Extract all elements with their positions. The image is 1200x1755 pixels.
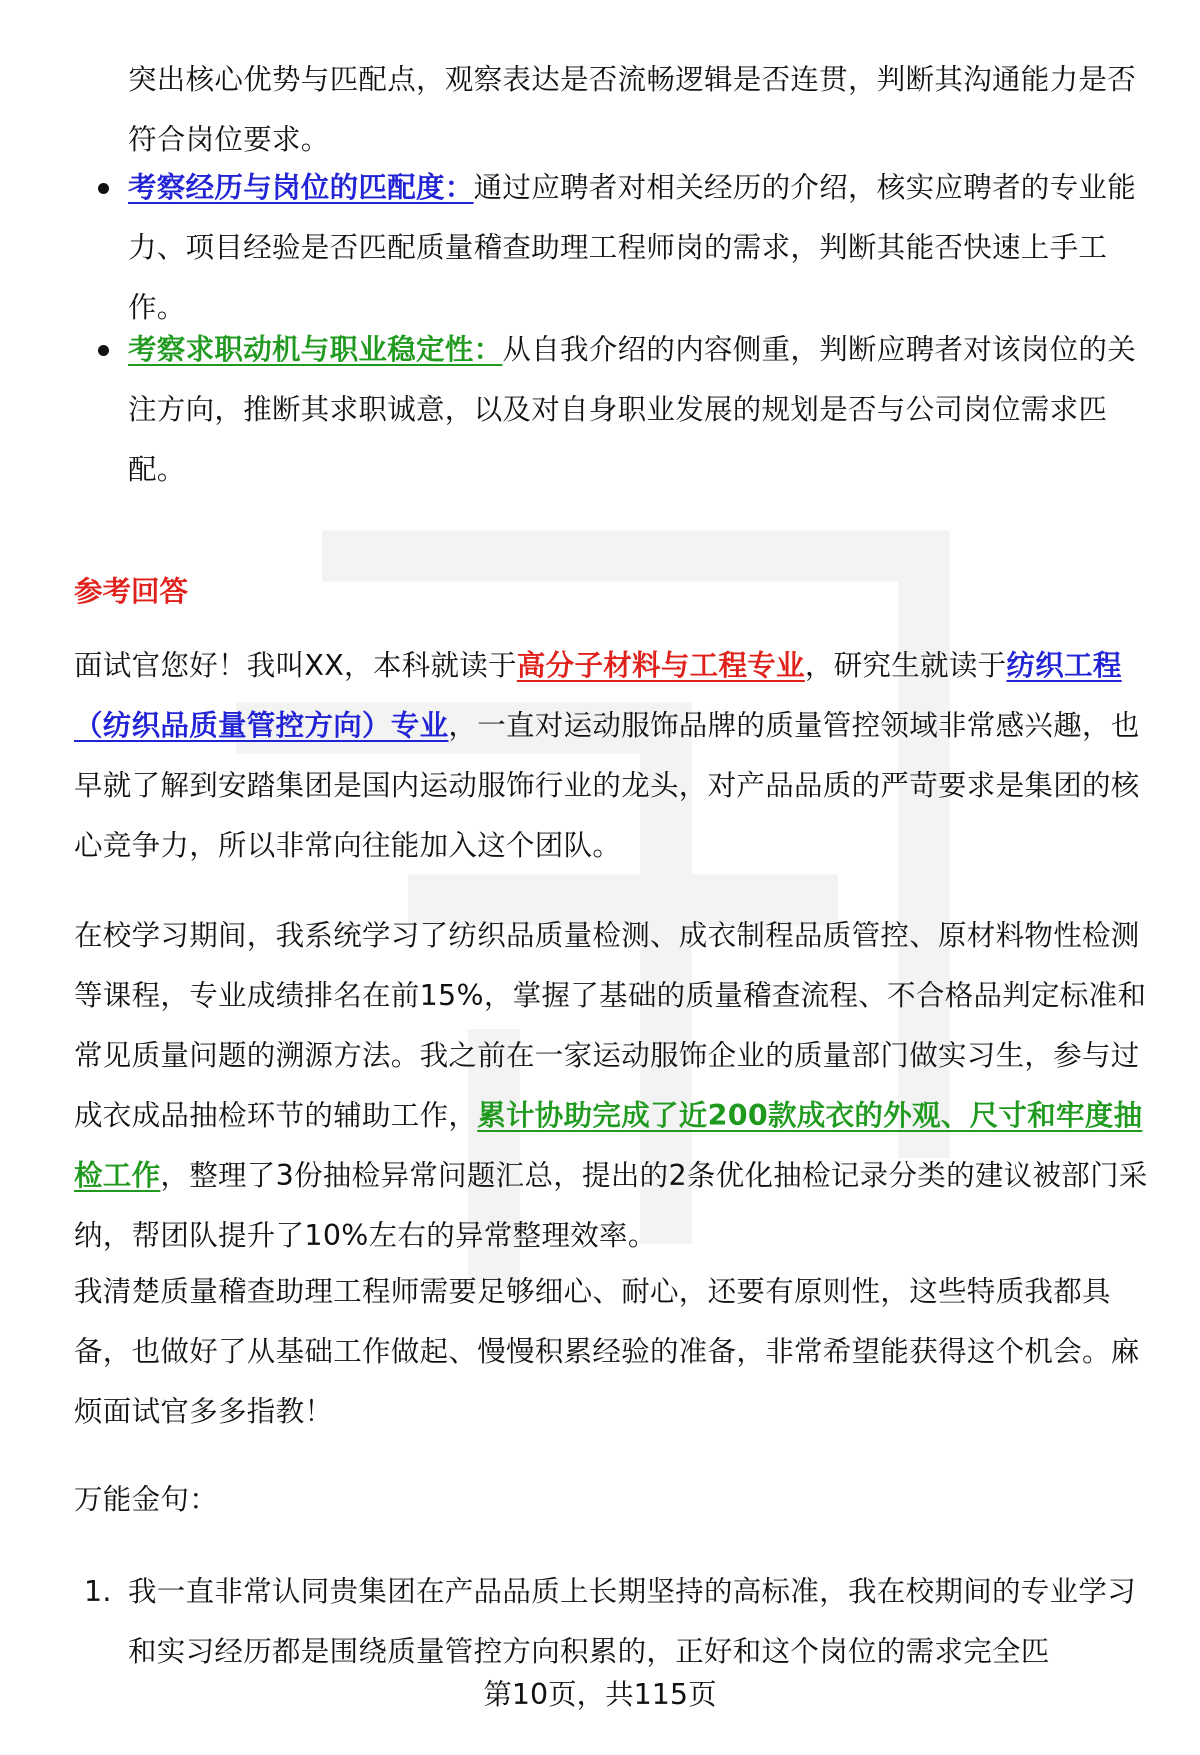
highlight-undergrad-major: 高分子材料与工程专业 — [516, 649, 805, 682]
bullet-icon — [98, 345, 109, 356]
answer-text: ，整理了3份抽检异常问题汇总，提出的2条优化抽检记录分类的建议被部门采纳，帮团队提升了10%左右的异常整理效率。 — [74, 1159, 1148, 1252]
golden-sentence-item — [84, 1562, 1154, 1682]
highlight-achievement: 累计协助完成了近200款成衣的外观、尺寸和牢度抽检工作 — [74, 1099, 1143, 1192]
bullet-text: 从自我介绍的内容侧重，判断应聘者对该岗位的关注方向，推断其求职诚意，以及对自身职业发展的规划是否与公司岗位需求匹配。 — [128, 333, 1137, 486]
list-number: 1. — [84, 1575, 112, 1608]
bullet-icon — [98, 183, 109, 194]
answer-text: 在校学习期间，我系统学习了纺织品质量检测、成衣制程品质管控、原材料物性检测等课程，专业成绩排名在前15%，掌握了基础的质量稽查流程、不合格品判定标准和常见质量问题的溯源方法。我之前在一家运动服饰企业的质量部门做实习生，参与过成衣成品抽检环节的辅助工作， — [74, 919, 1147, 1132]
bullet-item-experience — [128, 158, 1154, 338]
highlight-graduate-major: 纺织工程（纺织品质量管控方向）专业 — [74, 649, 1122, 742]
reference-answer-heading: 参考回答 — [74, 575, 189, 608]
answer-text: 面试官您好！我叫XX，本科就读于 — [74, 649, 517, 682]
intro-continuation: 突出核心优势与匹配点，观察表达是否流畅逻辑是否连贯，判断其沟通能力是否符合岗位要求。 — [128, 63, 1137, 156]
golden-sentences-heading: 万能金句： — [74, 1483, 219, 1516]
page-footer: 第10页，共115页 — [483, 1678, 717, 1711]
answer-paragraph-closing: 我清楚质量稽查助理工程师需要足够细心、耐心，还要有原则性，这些特质我都具备，也做好了从基础工作做起、慢慢积累经验的准备，非常希望能获得这个机会。麻烦面试官多多指教！ — [74, 1275, 1140, 1428]
bullet-item-motivation — [128, 320, 1154, 500]
answer-text: ，研究生就读于 — [804, 649, 1007, 682]
bullet-title: 考察经历与岗位的匹配度： — [128, 171, 474, 204]
answer-text: ，一直对运动服饰品牌的质量管控领域非常感兴趣，也早就了解到安踏集团是国内运动服饰行业的龙头，对产品品质的严苛要求是集团的核心竞争力，所以非常向往能加入这个团队。 — [74, 709, 1140, 862]
bullet-text: 通过应聘者对相关经历的介绍，核实应聘者的专业能力、项目经验是否匹配质量稽查助理工程师岗的需求，判断其能否快速上手工作。 — [128, 171, 1137, 324]
answer-paragraph-experience — [74, 906, 1154, 1266]
answer-paragraph-intro — [74, 636, 1154, 876]
bullet-title: 考察求职动机与职业稳定性： — [128, 333, 503, 366]
golden-sentence-text: 我一直非常认同贵集团在产品品质上长期坚持的高标准，我在校期间的专业学习和实习经历都是围绕质量管控方向积累的，正好和这个岗位的需求完全匹 — [128, 1575, 1137, 1668]
